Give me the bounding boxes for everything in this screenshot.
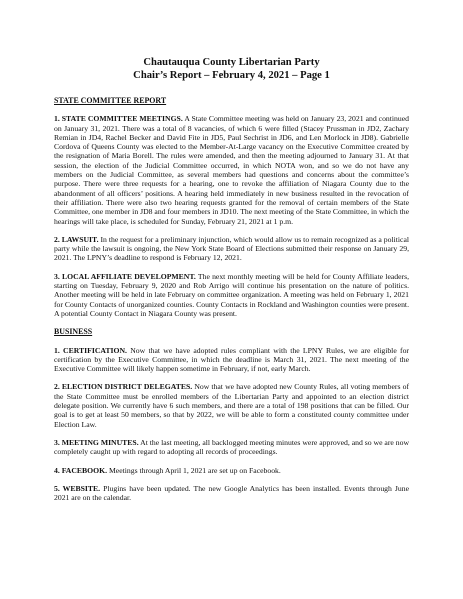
report-title xyxy=(54,56,409,82)
item-lead: 2. ELECTION DISTRICT DELEGATES. xyxy=(54,382,193,392)
report-item xyxy=(54,466,409,475)
item-body: Meetings through April 1, 2021 are set up on Facebook. xyxy=(107,465,281,475)
report-item xyxy=(54,484,409,503)
report-item xyxy=(54,382,409,428)
item-lead: 3. LOCAL AFFILIATE DEVELOPMENT. xyxy=(54,271,196,281)
item-lead: 1. STATE COMMITTEE MEETINGS. xyxy=(54,114,183,124)
report-item xyxy=(54,272,409,318)
item-lead: 4. FACEBOOK. xyxy=(54,465,108,475)
section-heading-business: BUSINESS xyxy=(54,327,93,337)
section-heading-state-committee: STATE COMMITTEE REPORT xyxy=(54,96,167,105)
report-item xyxy=(54,235,409,263)
report-subtitle: Chair’s Report – February 4, 2021 – Page 1 xyxy=(133,70,330,81)
report-item xyxy=(54,438,409,457)
item-body: Now that we have adopted rules compliant with the LPNY Rules, we are eligible for certification by the Executive Committee, in which the deadline is March 31, 2021. The next meeting of the Executive Committee will likely happen sometime in February, if not, early March. xyxy=(54,345,409,374)
org-name: Chautauqua County Libertarian Party xyxy=(143,57,320,68)
item-body: Now that we have adopted new County Rules, all voting members of the State Committee must be enrolled members of the Libertarian Party and appointed to an election district delegate position. We currently have 6 such members, and there are a total of 198 positions that can be filled. Our goal is to get at least 50 members, so that by 2022, we will be able to form a constituted county committee under Election Law. xyxy=(54,382,409,429)
item-body: A State Committee meeting was held on January 23, 2021 and continued on January 31, 2021. There was a total of 8 vacancies, of which 6 were filled (Stacey Prussman in JD2, Zachary Remian in JD4, Rachel Becker and David Fite in JD5, Paul Sechrist in JD6, and Len Morlock in JD8). Gabrielle Cordova of Queens County was elected to the Member-At-Large vacancy on the Executive Committee created by the resignation of Maria Borell. The rules were amended, and then the meeting adjourned to January 31. At that session, the election of the Judicial Committee occurred, in which NOTA won, and so we do not have any members on the Judicial Committee, as several members had questions and concerns about the committee’s purpose. There were three requests for a hearing, one to revoke the affiliation of Niagara County due to the abandonment of all officers’ positions. A hearing held immediately in new business resulted in the revocation of their affiliation. There were also two hearing requests granted for the removal of certain members of the State Committee, one member in JD8 and four members in JD10. The next meeting of the State Committee, in which the hearings will take place, is scheduled for Sunday, February 21, 2021 at 1 p.m. xyxy=(54,114,409,226)
item-body: Plugins have been updated. The new Google Analytics has been installed. Events through June 2021 are on the calendar. xyxy=(54,483,409,503)
item-body: In the request for a preliminary injunction, which would allow us to remain recognized as a political party while the lawsuit is ongoing, the New York State Board of Elections submitted their response on January 29, 2021. The LPNY’s deadline to respond is February 12, 2021. xyxy=(54,234,409,263)
item-lead: 2. LAWSUIT. xyxy=(54,234,99,244)
item-lead: 3. MEETING MINUTES. xyxy=(54,437,139,447)
item-body: At the last meeting, all backlogged meeting minutes were approved, and so we are now completely caught up with regard to adopting all records of proceedings. xyxy=(54,437,409,457)
item-lead: 1. CERTIFICATION. xyxy=(54,345,127,355)
item-body: The next monthly meeting will be held for County Affiliate leaders, starting on Tuesday, February 9, 2020 and Rob Arrigo will continue his presentation on the nature of politics. Another meeting will be held in late February on committee organization. A meeting was held on February 1, 2021 for County Contacts of unorganized counties. County Contacts in Rockland and Washington counties were present. A potential County Contact in Niagara County was present. xyxy=(54,271,409,318)
item-lead: 5. WEBSITE. xyxy=(54,483,101,493)
report-item xyxy=(54,346,409,374)
report-item xyxy=(54,114,409,226)
